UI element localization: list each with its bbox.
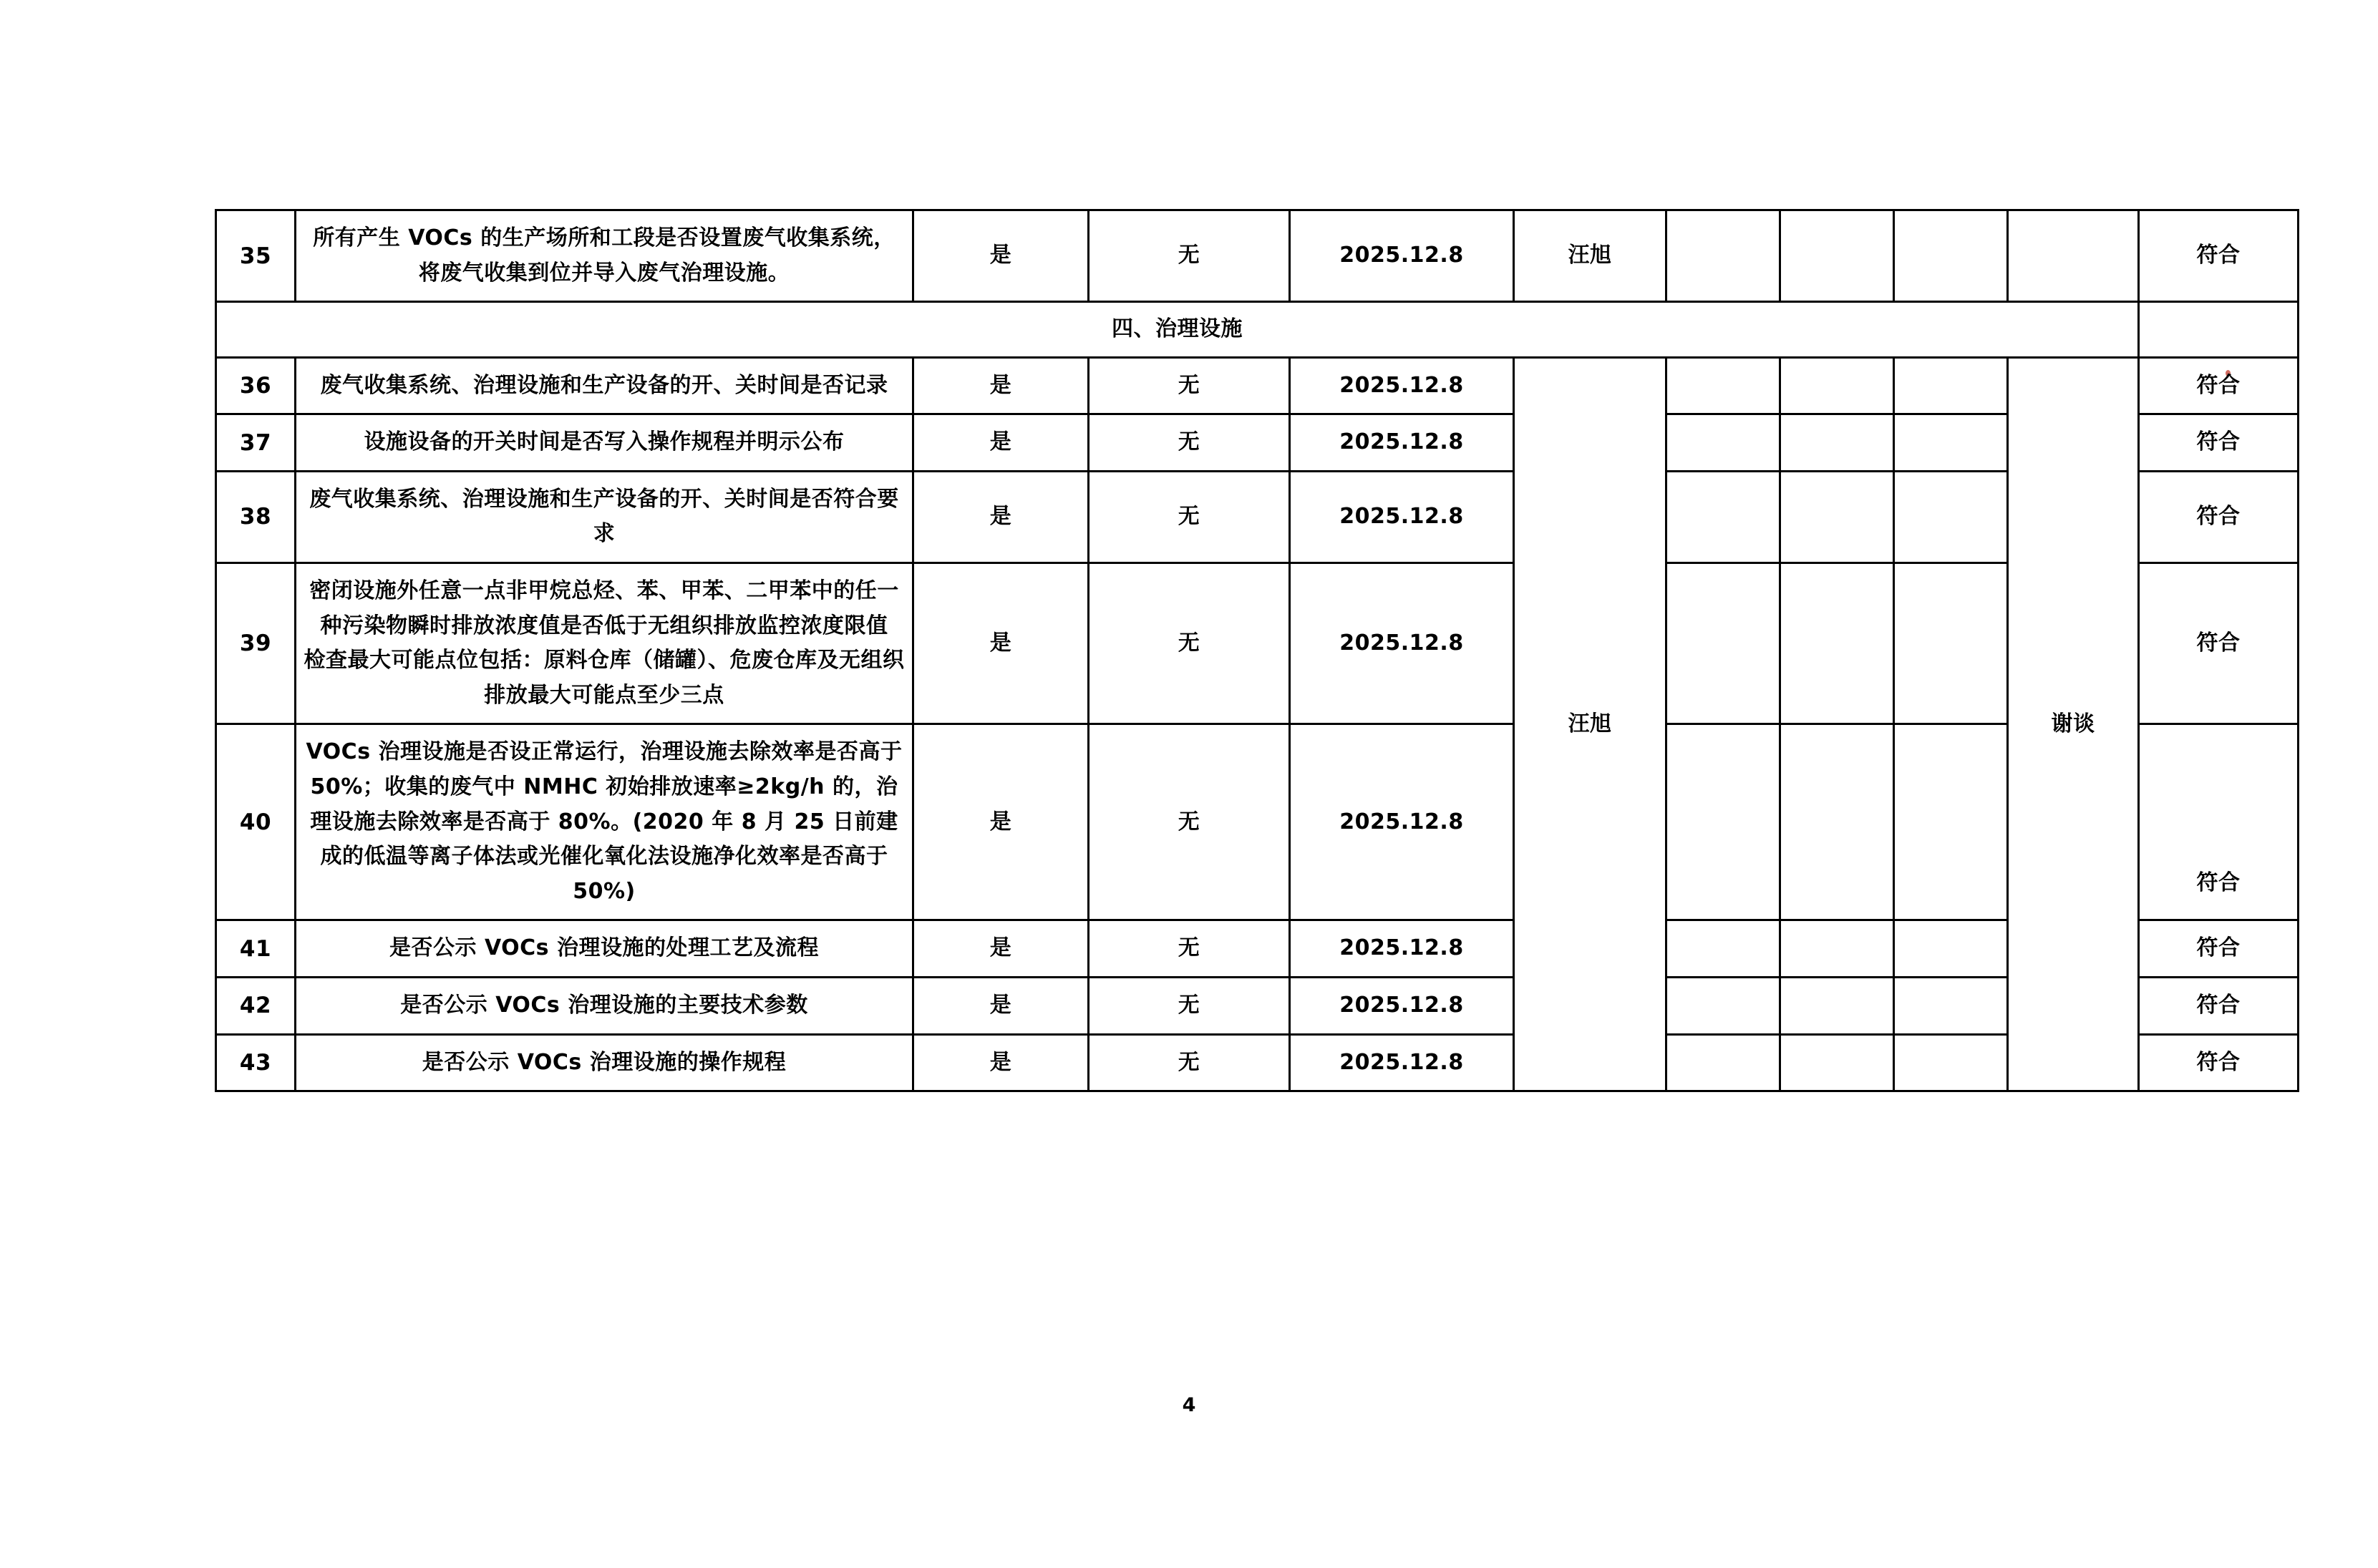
row-problem: 无 [1089,563,1290,724]
row-blank-2 [1780,978,1894,1035]
row-item-description: 设施设备的开关时间是否写入操作规程并明示公布 [296,414,913,472]
row-result: 符合 [2139,978,2299,1035]
row-answer: 是 [913,563,1089,724]
row-reviewer [2008,210,2139,302]
row-problem: 无 [1089,471,1290,563]
page-number: 4 [1182,1394,1196,1416]
row-blank-1 [1666,920,1780,978]
row-index: 38 [216,471,296,563]
row-blank-3 [1894,414,2008,472]
row-date: 2025.12.8 [1290,724,1514,920]
row-date: 2025.12.8 [1290,414,1514,472]
row-index: 41 [216,920,296,978]
row-blank-3 [1894,1034,2008,1091]
row-item-description: VOCs 治理设施是否设正常运行，治理设施去除效率是否高于 50%；收集的废气中 NMHC 初始排放速率≥2kg/h 的，治理设施去除效率是否高于 80%。(2020 年 8 月 25 日前建成的低温等离子体法或光催化氧化法设施净化效率是否高于 50%) [296,724,913,920]
row-item-description: 废气收集系统、治理设施和生产设备的开、关时间是否符合要求 [296,471,913,563]
row-answer: 是 [913,210,1089,302]
row-answer: 是 [913,920,1089,978]
row-item-description: 是否公示 VOCs 治理设施的操作规程 [296,1034,913,1091]
row-problem: 无 [1089,210,1290,302]
row-item-description: 是否公示 VOCs 治理设施的处理工艺及流程 [296,920,913,978]
row-problem: 无 [1089,1034,1290,1091]
merged-inspector-cell: 汪旭 [1514,357,1666,1091]
table-row [216,357,2299,414]
row-blank-2 [1780,724,1894,920]
row-date: 2025.12.8 [1290,920,1514,978]
row-blank-1 [1666,357,1780,414]
row-blank-1 [1666,563,1780,724]
row-index: 40 [216,724,296,920]
row-problem: 无 [1089,978,1290,1035]
row-answer: 是 [913,414,1089,472]
row-blank-2 [1780,920,1894,978]
table-row [216,724,2299,920]
row-blank-1 [1666,978,1780,1035]
table-row [216,920,2299,978]
section-heading: 四、治理设施 [216,302,2139,358]
row-blank-2 [1780,1034,1894,1091]
row-index: 36 [216,357,296,414]
row-blank-2 [1780,563,1894,724]
row-result: 符合 [2139,357,2299,414]
row-blank-1 [1666,471,1780,563]
row-date: 2025.12.8 [1290,471,1514,563]
row-problem: 无 [1089,357,1290,414]
table-row [216,978,2299,1035]
row-inspector: 汪旭 [1514,210,1666,302]
row-blank-2 [1780,414,1894,472]
section-result-blank [2139,302,2299,358]
row-index: 35 [216,210,296,302]
row-blank-3 [1894,978,2008,1035]
row-date: 2025.12.8 [1290,978,1514,1035]
row-blank-1 [1666,414,1780,472]
section-heading-row [216,302,2299,358]
row-item-description: 密闭设施外任意一点非甲烷总烃、苯、甲苯、二甲苯中的任一种污染物瞬时排放浓度值是否低于无组织排放监控浓度限值 检查最大可能点位包括：原料仓库（储罐）、危废仓库及无组织排放最大可能点至少三点 [296,563,913,724]
row-item-description: 废气收集系统、治理设施和生产设备的开、关时间是否记录 [296,357,913,414]
row-index: 39 [216,563,296,724]
row-result: 符合 [2139,1034,2299,1091]
row-blank-3 [1894,563,2008,724]
table-row [216,210,2299,302]
inspection-table-container [215,209,2241,1092]
row-result: 符合 [2139,563,2299,724]
row-date: 2025.12.8 [1290,210,1514,302]
table-row [216,471,2299,563]
row-result-text: 符合 [2196,870,2241,895]
row-result: 符合 [2139,210,2299,302]
row-date: 2025.12.8 [1290,563,1514,724]
table-row [216,1034,2299,1091]
row-result [2139,724,2299,920]
row-answer: 是 [913,357,1089,414]
row-blank-3 [1894,210,2008,302]
row-blank-3 [1894,724,2008,920]
row-blank-3 [1894,357,2008,414]
inspection-table [215,209,2299,1092]
row-result: 符合 [2139,920,2299,978]
table-row [216,563,2299,724]
row-blank-1 [1666,724,1780,920]
row-blank-3 [1894,471,2008,563]
row-blank-1 [1666,1034,1780,1091]
row-blank-1 [1666,210,1780,302]
row-item-description: 所有产生 VOCs 的生产场所和工段是否设置废气收集系统，将废气收集到位并导入废气治理设施。 [296,210,913,302]
row-answer: 是 [913,724,1089,920]
row-blank-2 [1780,357,1894,414]
row-index: 42 [216,978,296,1035]
row-problem: 无 [1089,920,1290,978]
merged-reviewer-cell: 谢谈 [2008,357,2139,1091]
row-blank-2 [1780,471,1894,563]
row-answer: 是 [913,471,1089,563]
row-answer: 是 [913,978,1089,1035]
row-problem: 无 [1089,724,1290,920]
row-index: 37 [216,414,296,472]
row-item-description: 是否公示 VOCs 治理设施的主要技术参数 [296,978,913,1035]
row-blank-2 [1780,210,1894,302]
row-result: 符合 [2139,414,2299,472]
table-row [216,414,2299,472]
row-problem: 无 [1089,414,1290,472]
row-answer: 是 [913,1034,1089,1091]
row-blank-3 [1894,920,2008,978]
row-index: 43 [216,1034,296,1091]
row-result: 符合 [2139,471,2299,563]
row-date: 2025.12.8 [1290,1034,1514,1091]
row-date: 2025.12.8 [1290,357,1514,414]
